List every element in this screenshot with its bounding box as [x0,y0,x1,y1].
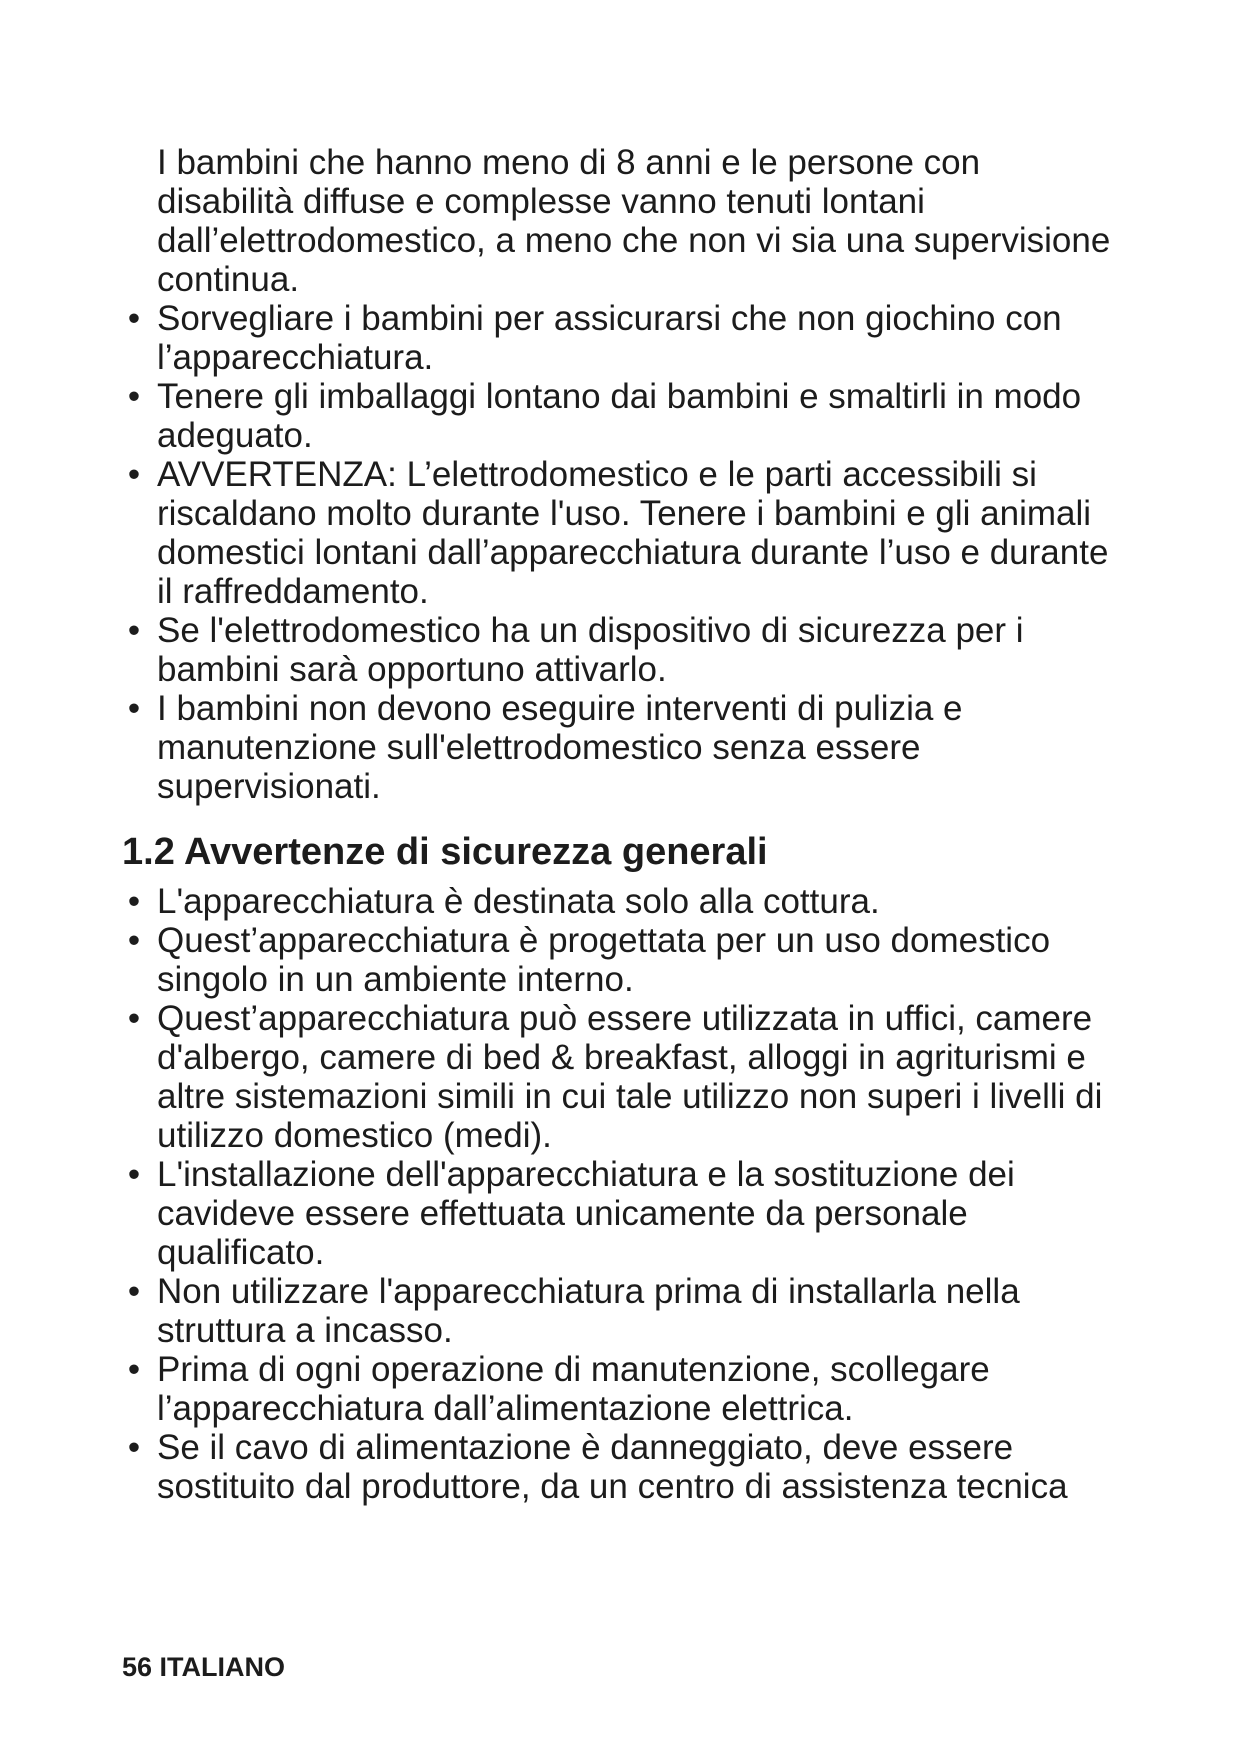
list-item-text: Tenere gli imballaggi lontano dai bambini e smaltirli in modo adeguato. [157,377,1082,455]
list-item-text: I bambini non devono eseguire interventi di pulizia e manutenzione sull'elettrodomestico senza essere supervisionati. [157,689,963,806]
bullet-icon: • [127,1350,141,1389]
list-item-text: AVVERTENZA: L’elettrodomestico e le parti accessibili si riscaldano molto durante l'uso. Tenere i bambini e gli animali domestici lontani dall’apparecchiatura durante l’uso e durante il raffreddamento. [157,455,1109,611]
bullet-icon: • [127,921,141,960]
list-item-text: Sorvegliare i bambini per assicurarsi che non giochino con l’apparecchiatura. [157,299,1062,377]
list-item [122,611,1122,689]
list-item-text: Non utilizzare l'apparecchiatura prima di installarla nella struttura a incasso. [157,1272,1020,1350]
bullet-icon: • [127,1428,141,1467]
bullet-icon: • [127,1272,141,1311]
list-item [122,1428,1122,1506]
bullet-icon: • [127,999,141,1038]
page-footer: 56 ITALIANO [122,1652,286,1682]
intro-paragraph: I bambini che hanno meno di 8 anni e le persone con disabilità diffuse e complesse vanno tenuti lontani dall’elettrodomestico, a meno che non vi sia una supervisione continua. [157,143,1111,299]
list-item [122,921,1122,999]
list-item-text: Quest’apparecchiatura è progettata per un uso domestico singolo in un ambiente interno. [157,921,1051,999]
list-item [122,455,1122,611]
list-item-text: Se il cavo di alimentazione è danneggiato, deve essere sostituito dal produttore, da un centro di assistenza tecnica [157,1428,1068,1506]
general-safety-list [122,882,1122,1506]
list-item [122,299,1122,377]
list-item [122,377,1122,455]
list-item [122,999,1122,1155]
section-heading: 1.2 Avvertenze di sicurezza generali [122,831,768,873]
list-item-text: Se l'elettrodomestico ha un dispositivo di sicurezza per i bambini sarà opportuno attivarlo. [157,611,1024,689]
bullet-icon: • [127,611,141,650]
list-item [122,1272,1122,1350]
bullet-icon: • [127,689,141,728]
list-item [122,689,1122,806]
bullet-icon: • [127,377,141,416]
bullet-icon: • [127,455,141,494]
list-item-text: L'apparecchiatura è destinata solo alla cottura. [157,882,880,921]
list-item [122,1155,1122,1272]
list-item-text: Quest’apparecchiatura può essere utilizzata in uffici, camere d'albergo, camere di bed & breakfast, alloggi in agriturismi e altre sistemazioni simili in cui tale utilizzo non superi i livelli di utilizzo domestico (medi). [157,999,1103,1155]
list-item-text: L'installazione dell'apparecchiatura e la sostituzione dei cavideve essere effettuata unicamente da personale qualificato. [157,1155,1015,1272]
list-item-text: Prima di ogni operazione di manutenzione, scollegare l’apparecchiatura dall’alimentazione elettrica. [157,1350,990,1428]
child-safety-list [122,299,1122,806]
bullet-icon: • [127,1155,141,1194]
bullet-icon: • [127,882,141,921]
page-content [122,143,1122,1506]
list-item [122,882,1122,921]
list-item [122,1350,1122,1428]
bullet-icon: • [127,299,141,338]
